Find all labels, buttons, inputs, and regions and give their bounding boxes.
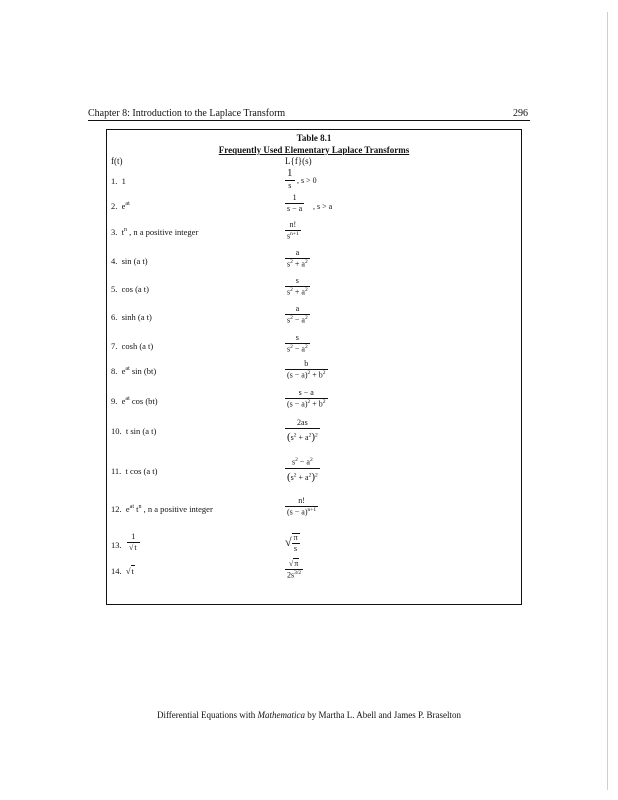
table-row-L: √ $\frac{\pi}{s}$ <box>285 533 298 553</box>
table-row-L: $\frac{b}{(s - a)^2 + b^2}$ <box>287 359 326 380</box>
page-footer: Differential Equations with Mathematica by Martha L. Abell and James P. Braselton <box>156 710 462 720</box>
page-number: 296 <box>513 108 528 119</box>
page-edge-line <box>607 12 608 790</box>
table-row-L: $\frac{a}{s^2 + a^2}$ <box>287 248 308 269</box>
table-row-L: $\frac{s - a}{(s - a)^2 + b^2}$ <box>287 388 326 409</box>
table-row-f: 6. sinh (a t) <box>111 312 152 322</box>
table-row-f: 4. sin (a t) <box>111 256 148 266</box>
table-row-f-fraction: $\frac{1}{√t}$ <box>127 533 140 552</box>
table-row-f: 9. $e^{at}$ cos (bt) <box>111 396 158 406</box>
table-row-L: $\frac{n!}{s^{n+1}}$ <box>287 220 299 241</box>
table-row-f: 5. cos (a t) <box>111 284 150 294</box>
table-row-condition: , s > 0 <box>297 176 317 185</box>
table-row-f: 13. <box>111 540 122 550</box>
table-row-f: 2. $e^{at}$ <box>111 201 130 211</box>
table-row-L: $\frac{n!}{(s - a)^{n+1}}$ <box>287 496 317 517</box>
table-caption: Frequently Used Elementary Laplace Transforms <box>218 145 410 155</box>
table-row-L: $\frac{s}{s^2 + a^2}$ <box>287 276 308 297</box>
table-row-f: 11. t cos (a t) <box>111 466 158 476</box>
table-row-L: $\frac{s^2 - a^2}{(s^2 + a^2)^2}$ <box>287 457 318 483</box>
header-rule <box>88 120 530 121</box>
table-row-f: 12. $e^{at}$ $t^n$ , n a positive integer <box>111 504 213 514</box>
table-row-f: 10. t sin (a t) <box>111 426 157 436</box>
laplace-table <box>106 129 522 605</box>
table-row-L: $\frac{√\pi}{2s^{3/2}}$ <box>287 559 302 580</box>
table-row-L: $\frac{1}{s - a}$ <box>287 193 303 213</box>
table-row-L: 1 s <box>287 167 293 190</box>
table-row-condition: , s > a <box>313 202 333 211</box>
footer-software-name: Mathematica <box>257 710 306 720</box>
table-row-f: 7. cosh (a t) <box>111 341 154 351</box>
table-label: Table 8.1 <box>296 133 332 143</box>
table-row-f: 14. √t <box>111 566 134 576</box>
table-row-f: 3. $t^n$ , n a positive integer <box>111 227 199 237</box>
table-row-f: 8. $e^{at}$ sin (bt) <box>111 366 157 376</box>
table-row-L: $\frac{s}{s^2 - a^2}$ <box>287 333 308 354</box>
table-row-L: $\frac{a}{s^2 - a^2}$ <box>287 304 308 325</box>
table-row-f: 1. 1 <box>111 176 126 186</box>
table-row-L: $\frac{2as}{(s^2 + a^2)^2}$ <box>287 418 318 443</box>
column-header-L: L{f}(s) <box>285 156 312 166</box>
chapter-header: Chapter 8: Introduction to the Laplace Transform <box>88 108 286 119</box>
column-header-f: f(t) <box>111 156 123 166</box>
